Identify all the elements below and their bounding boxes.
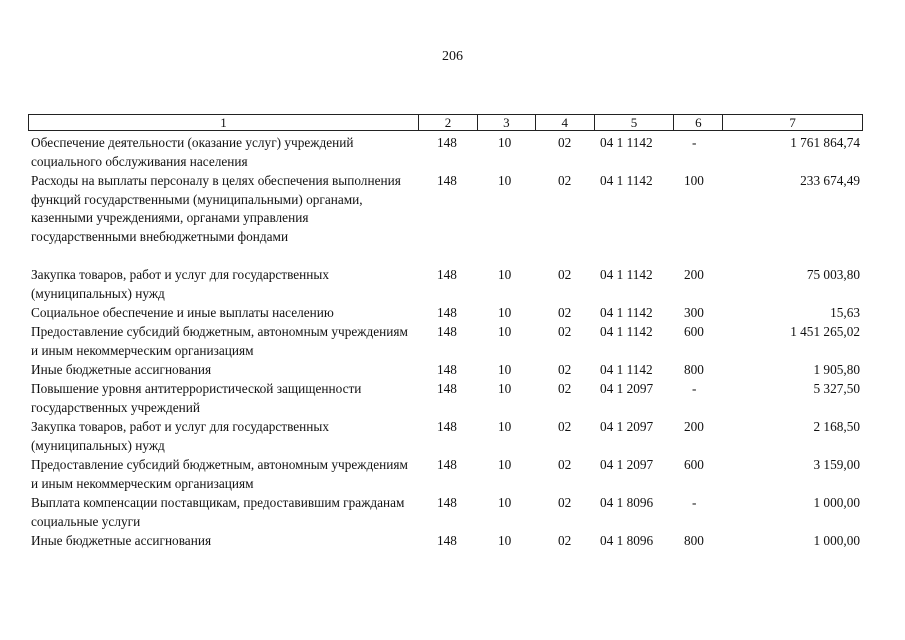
row-col-4: 02 [558,419,572,434]
row-col-7: 75 003,80 [806,267,860,282]
row-col-7: 3 159,00 [813,457,860,472]
row-col-7: 1 000,00 [813,495,860,510]
row-col-3: 10 [498,533,512,548]
row-col-3: 10 [498,381,512,396]
row-col-4: 02 [558,173,572,188]
row-col-4: 02 [558,381,572,396]
header-col-4: 4 [536,115,595,130]
row-col-2: 148 [437,419,457,434]
row-col-5: 04 1 1142 [600,362,653,377]
row-col-2: 148 [437,305,457,320]
row-name: Закупка товаров, работ и услуг для государственных (муниципальных) нужд [31,267,329,301]
row-col-2: 148 [437,533,457,548]
row-col-4: 02 [558,495,572,510]
header-col-5: 5 [595,115,675,130]
header-col-1: 1 [29,115,419,130]
row-col-6: 800 [684,533,704,548]
row-col-5: 04 1 2097 [600,457,654,472]
row-col-4: 02 [558,533,572,548]
row-col-5: 04 1 2097 [600,419,654,434]
row-col-2: 148 [437,173,457,188]
row-col-5: 04 1 1142 [600,173,653,188]
row-name: Расходы на выплаты персоналу в целях обеспечения выполнения функций государственными (муниципальными) органами, казенными учреждениями, органами управления государственными внебюджетными фондами [31,173,401,244]
row-col-6: - [692,381,697,396]
row-col-2: 148 [437,495,457,510]
row-name: Обеспечение деятельности (оказание услуг) учреждений социального обслуживания населения [31,135,354,169]
header-col-6: 6 [674,115,723,130]
table-row [28,456,863,494]
row-col-3: 10 [498,495,512,510]
table-row [28,418,863,456]
row-col-5: 04 1 8096 [600,533,654,548]
row-col-7: 5 327,50 [813,381,860,396]
row-col-7: 15,63 [830,305,860,320]
row-col-4: 02 [558,457,572,472]
table-row [28,172,863,266]
row-col-5: 04 1 2097 [600,381,654,396]
row-col-6: 300 [684,305,704,320]
row-col-3: 10 [498,305,512,320]
row-col-3: 10 [498,324,512,339]
row-col-4: 02 [558,305,572,320]
table-body [28,134,863,551]
row-name: Предоставление субсидий бюджетным, автономным учреждениям и иным некоммерческим организациям [31,324,408,358]
row-col-6: 100 [684,173,704,188]
header-col-2: 2 [419,115,478,130]
table-row [28,323,863,361]
row-col-6: - [692,495,697,510]
row-col-6: 200 [684,267,704,282]
page-number: 206 [442,49,463,64]
table-row [28,494,863,532]
row-name: Предоставление субсидий бюджетным, автономным учреждениям и иным некоммерческим организациям [31,457,408,491]
row-col-7: 1 905,80 [813,362,860,377]
row-col-2: 148 [437,135,457,150]
row-col-5: 04 1 1142 [600,305,653,320]
row-col-3: 10 [498,135,512,150]
row-col-7: 233 674,49 [800,173,860,188]
table-header [28,114,863,131]
row-col-6: 600 [684,324,704,339]
row-col-6: 600 [684,457,704,472]
row-col-5: 04 1 1142 [600,267,653,282]
table-row [28,134,863,172]
row-col-6: 800 [684,362,704,377]
table-row [28,380,863,418]
row-col-4: 02 [558,362,572,377]
header-col-3: 3 [478,115,536,130]
row-col-7: 1 000,00 [813,533,860,548]
row-name: Выплата компенсации поставщикам, предоставившим гражданам социальные услуги [31,495,405,529]
row-col-2: 148 [437,324,457,339]
row-col-2: 148 [437,362,457,377]
row-name: Закупка товаров, работ и услуг для государственных (муниципальных) нужд [31,419,329,453]
row-col-5: 04 1 8096 [600,495,654,510]
table-row [28,304,863,323]
row-col-4: 02 [558,324,572,339]
row-col-5: 04 1 1142 [600,324,653,339]
row-col-2: 148 [437,267,457,282]
row-col-4: 02 [558,267,572,282]
row-name: Иные бюджетные ассигнования [31,533,212,548]
row-col-3: 10 [498,457,512,472]
row-col-5: 04 1 1142 [600,135,653,150]
row-col-7: 2 168,50 [813,419,860,434]
table-row [28,532,863,551]
row-col-3: 10 [498,362,512,377]
table-row [28,361,863,380]
row-name: Иные бюджетные ассигнования [31,362,212,377]
row-col-6: 200 [684,419,704,434]
row-col-2: 148 [437,457,457,472]
row-col-4: 02 [558,135,572,150]
row-col-3: 10 [498,267,512,282]
row-col-3: 10 [498,173,512,188]
row-name: Повышение уровня антитеррористической защищенности государственных учреждений [31,381,362,415]
row-col-7: 1 451 265,02 [790,324,860,339]
header-col-7: 7 [789,115,796,130]
row-col-3: 10 [498,419,512,434]
row-name: Социальное обеспечение и иные выплаты населению [31,305,334,320]
table-row [28,266,863,304]
row-col-2: 148 [437,381,457,396]
row-col-7: 1 761 864,74 [790,135,860,150]
row-col-6: - [692,135,697,150]
